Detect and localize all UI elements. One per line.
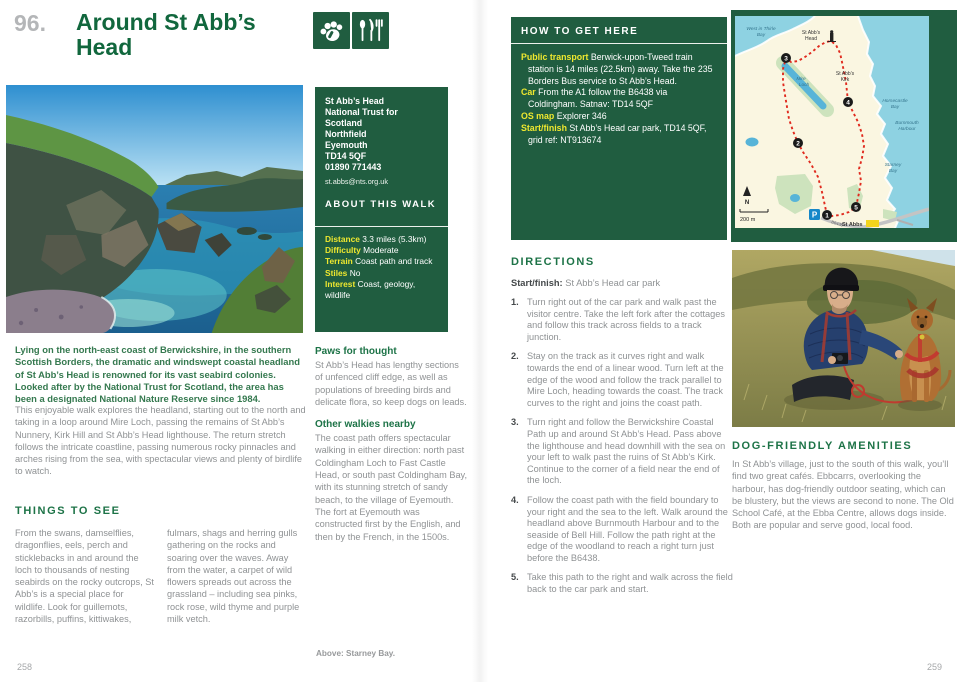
walk-number: 96. <box>14 10 46 36</box>
coastline-photo <box>6 85 303 333</box>
svg-text:2: 2 <box>796 140 800 148</box>
phone-number: 01890 771443 <box>325 162 382 172</box>
step-text: Follow the coast path with the field boundary to your right and the sea to the left. Walk around the headland above Burnmouth Harbour and to the seaside of Bell Hill. Follow the path right at the edge of the woodland to reach a right turn just before the B6438. <box>527 494 728 563</box>
start-finish-text: St Abb’s Head car park, TD14 5QF, grid ref: NT913674 <box>528 122 707 145</box>
step-number: 1. <box>511 297 519 307</box>
os-map-text: Explorer 346 <box>556 110 607 121</box>
svg-text:N: N <box>744 200 750 206</box>
svg-text:Horsecastle: Horsecastle <box>882 99 908 104</box>
address-line: Northfield <box>325 129 367 139</box>
svg-text:St Abb’s: St Abb’s <box>801 30 821 36</box>
step-number: 2. <box>511 351 519 362</box>
svg-text:5: 5 <box>854 204 858 212</box>
svg-text:Bay: Bay <box>890 105 900 110</box>
svg-text:1: 1 <box>825 212 829 220</box>
step-number: 5. <box>511 572 519 583</box>
svg-text:St Abb’s: St Abb’s <box>835 71 855 77</box>
how-to-get-here-box <box>511 17 727 240</box>
fact-value: Coast path and track <box>355 256 433 267</box>
how-to-get-here-heading: HOW TO GET HERE <box>521 26 639 37</box>
paws-for-thought-heading: Paws for thought <box>315 346 397 357</box>
directions-list <box>511 297 733 604</box>
step-text: Stay on the track as it curves right and walk towards the end of a linear wood. Turn left at the edge of the wood and follow the track parallel to Mire Loch, heading towards the coast. The track curves to the right and joins the coast path. <box>527 351 724 408</box>
fact-value: Coast, geology, wildlife <box>325 278 416 301</box>
email-address: st.abbs@nts.org.uk <box>325 177 388 186</box>
start-finish-line <box>511 278 731 288</box>
other-walkies-text: The coast path offers spectacular walking in either direction: north past Coldingham Loch to Fast Castle Head, or south past Coldingham Bay, with its stunning stretch of sandy beach, to the village of Eyemouth. The fort at Eyemouth was constructed first by the English, and then by the French, in the 1500s. <box>315 433 468 542</box>
svg-text:West in Thirle: West in Thirle <box>746 27 776 32</box>
step-text: Turn right out of the car park and walk past the visitor centre. Take the left fork after the cottages and follow this track across fields to a track junction. <box>527 297 725 342</box>
page-title: Around St Abb’s Head <box>76 9 256 60</box>
fact-row <box>325 234 438 245</box>
transport-text: Berwick-upon-Tweed train station is 14 miles (22.5km) away. Take the 235 Borders Bus service to St Abb’s Head. <box>528 52 713 86</box>
page-gutter <box>472 0 488 682</box>
step-number: 3. <box>511 417 519 428</box>
step-text: Take this path to the right and walk across the field back to the car park and start. <box>527 572 733 595</box>
other-walkies-heading: Other walkies nearby <box>315 419 416 431</box>
things-to-see-heading: THINGS TO SEE <box>15 505 121 517</box>
road-badge <box>866 220 879 227</box>
address-line: National Trust for <box>325 107 398 117</box>
body-paragraph: This enjoyable walk explores the headland, starting out to the north and taking in a loop around Mire Loch, passing the remains of St Abb’s Nunnery, Kirk Hill and St Abb’s Head lighthouse. The return stretch follows the intricate coastline, passing numerous rocky pinnacles and arches rising from the sea, with spectacular views and plenty of birdlife to watch. <box>15 405 306 477</box>
things-to-see-column-1: From the swans, damselflies, dragonflies, eels, perch and sticklebacks in and around the loch to thousands of nesting seabirds on the rocky outcrops, St Abb’s is a special place for wildlife. Look for guillemots, razorbills, puffins, kittiwakes, <box>15 528 154 625</box>
svg-text:Mire: Mire <box>796 77 806 82</box>
step-text: Turn right and follow the Berwickshire Coastal Path up and around St Abb’s Head. Pass above the lighthouse and head downhill with the sea on your left to walk past the ruins of St Abb’s Kirk. Continue to the corner of a field near the end of the loch. <box>527 417 726 486</box>
fact-label: Terrain <box>325 256 353 267</box>
amenities-text: In St Abb’s village, just to the south of this walk, you’ll find two great cafés. Ebbcarrs, overlooking the harbour, has dog-friendly outdoor seating, which can be blustery, but the views are second to none. The Old School Café, at the Ebba Centre, allows dogs inside. Both are popular and serve good, local food. <box>732 459 954 531</box>
route-map <box>731 10 957 242</box>
direction-step <box>511 297 733 343</box>
svg-text:200 m: 200 m <box>740 217 756 223</box>
page-number-left: 258 <box>17 662 33 672</box>
intro-paragraph: Lying on the north-east coast of Berwickshire, in the southern Scottish Borders, the dramatic and windswept coastal headland of St Abb’s Head is renowned for its vast seabird colonies. Looked after by the National Trust for Scotland, the area has been a designated National Nature Reserve since 1984. <box>15 344 300 405</box>
direction-step <box>511 417 733 487</box>
fact-row <box>325 279 438 301</box>
car-label: Car <box>521 87 536 98</box>
direction-step <box>511 572 733 595</box>
car-item <box>521 87 717 111</box>
os-map-item <box>521 111 717 123</box>
fact-value: Moderate <box>363 245 399 256</box>
direction-step <box>511 351 733 409</box>
cutlery-icon <box>352 12 389 49</box>
svg-text:Bay: Bay <box>756 33 766 38</box>
step-number: 4. <box>511 494 519 505</box>
svg-text:Harbour: Harbour <box>898 127 916 132</box>
fact-label: Stiles <box>325 267 348 278</box>
start-finish-value: St Abb’s Head car park <box>565 278 661 288</box>
start-finish-label: Start/finish: <box>511 278 563 288</box>
page-number-right: 259 <box>926 662 942 672</box>
parking-icon <box>809 209 820 220</box>
svg-text:Head: Head <box>805 36 817 42</box>
car-text: From the A1 follow the B6438 via Coldingham. Satnav: TD14 5QF <box>528 87 668 110</box>
map-label-road: B6438 <box>830 219 844 228</box>
fact-label: Difficulty <box>325 245 361 256</box>
fact-label: Interest <box>325 278 356 289</box>
svg-text:3: 3 <box>784 55 788 63</box>
start-finish-label: Start/finish <box>521 122 567 133</box>
address-line: St Abb’s Head <box>325 96 384 106</box>
address-line: TD14 5QF <box>325 151 367 161</box>
transport-label: Public transport <box>521 52 589 62</box>
paws-for-thought-text: St Abb’s Head has lengthy sections of unfenced cliff edge, as well as populations of breeding birds and delicate flora, so keep dogs on leads. <box>315 360 467 407</box>
photo-caption: Above: Starney Bay. <box>316 649 396 658</box>
os-map-label: OS map <box>521 110 555 121</box>
contact-info-box <box>315 87 448 332</box>
svg-text:Burnmouth: Burnmouth <box>895 121 919 126</box>
fact-row <box>325 268 438 279</box>
amenities-heading: DOG-FRIENDLY AMENITIES <box>732 440 913 452</box>
fact-label: Distance <box>325 234 360 244</box>
fact-value: 3.3 miles (5.3km) <box>362 234 427 244</box>
svg-text:P: P <box>811 210 818 220</box>
paw-icon <box>313 12 350 49</box>
directions-heading: DIRECTIONS <box>511 256 595 268</box>
svg-text:Loch: Loch <box>798 83 810 88</box>
svg-text:Kirk: Kirk <box>840 77 850 83</box>
svg-text:4: 4 <box>846 99 850 107</box>
address-line: Scotland <box>325 118 363 128</box>
fact-row <box>325 256 438 267</box>
map-label-st-abbs: St Abbs <box>842 222 863 228</box>
about-walk-heading: ABOUT THIS WALK <box>325 199 437 210</box>
svg-text:Bay: Bay <box>888 169 898 174</box>
fact-value: No <box>349 267 361 278</box>
walker-and-dog-photo <box>732 250 955 427</box>
start-finish-item <box>521 123 717 147</box>
fact-row <box>325 245 438 256</box>
address-line: Eyemouth <box>325 140 368 150</box>
direction-step <box>511 495 733 565</box>
transport-item <box>521 52 717 87</box>
things-to-see-column-2: fulmars, shags and herring gulls gathering on the rocks and soaring over the waves. Away from the water, a carpet of wild flowers spreads out across the grassland – including sea pinks, rock rose, wild thyme and purple milk vetch. <box>167 528 300 625</box>
middle-column <box>315 346 468 543</box>
svg-text:Starney: Starney <box>884 163 902 168</box>
